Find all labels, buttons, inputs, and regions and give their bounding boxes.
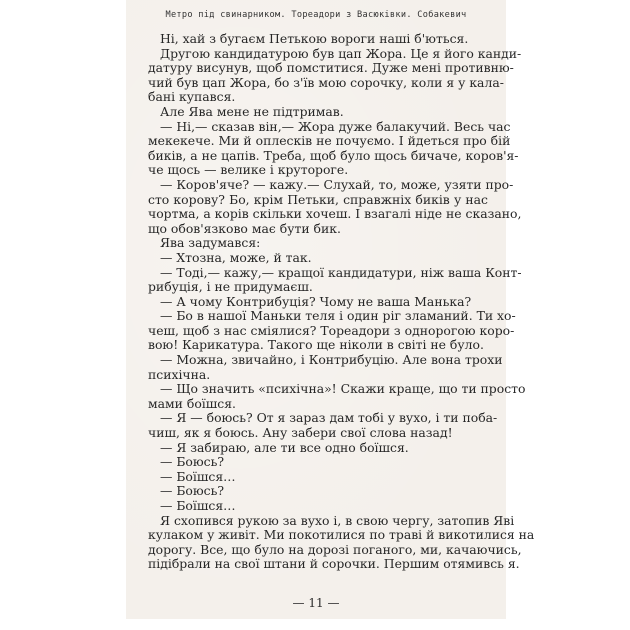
- page-number: — 11 —: [292, 596, 340, 610]
- text-line: — Боюсь?: [160, 483, 225, 499]
- text-line: датуру висунув, щоб помститися. Дуже мені противню-: [148, 60, 514, 76]
- text-line: що обов'язково має бути бик.: [148, 220, 341, 236]
- text-line: че щось — велике і крутороге.: [148, 162, 349, 178]
- text-line: — Я забираю, але ти все одно боїшся.: [160, 439, 409, 455]
- text-line: чортма, а корів скільки хочеш. І взагалі ніде не сказано,: [148, 206, 522, 222]
- text-line: — Боїшся…: [160, 498, 236, 513]
- text-line: — Ні,— сказав він,— Жора дуже балакучий. Весь час: [160, 118, 511, 134]
- text-line: бані купався.: [148, 89, 236, 105]
- text-line: Я схопився рукою за вухо і, в свою чергу, затопив Яві: [160, 512, 515, 528]
- text-line: Ні, хай з бугаєм Петькою вороги наші б'ються.: [160, 31, 469, 46]
- text-line: сто корову? Бо, крім Петьки, справжніх биків у нас: [148, 191, 488, 207]
- text-line: — Коров'яче? — кажу.— Слухай, то, може, узяти про-: [160, 176, 514, 192]
- running-header: Метро під свинарником. Тореадори з Васюківки. Собакевич: [165, 10, 467, 20]
- text-line: биків, а не цапів. Треба, щоб було щось бичаче, коров'я-: [148, 147, 519, 163]
- text-line: — Хтозна, може, й так.: [160, 249, 312, 265]
- text-line: — Боїшся…: [160, 468, 236, 484]
- text-line: — Тоді,— кажу,— кращої кандидатури, ніж ваша Конт-: [160, 264, 522, 280]
- text-line: Другою кандидатурою був цап Жора. Це я його канди-: [160, 45, 522, 61]
- text-line: — Боюсь?: [160, 454, 225, 470]
- body-text: [148, 31, 535, 572]
- text-line: чиш, як я боюсь. Ану забери свої слова назад!: [148, 425, 453, 441]
- text-line: мами боїшся.: [148, 395, 236, 411]
- text-line: чий був цап Жора, бо з'їв мою сорочку, коли я у кала-: [148, 74, 504, 90]
- text-line: рибуція, і не придумаєш.: [148, 279, 313, 295]
- text-line: психічна.: [148, 366, 211, 382]
- text-line: — Я — боюсь? От я зараз дам тобі у вухо, і ти поба-: [160, 410, 498, 426]
- text-line: кулаком у живіт. Ми покотилися по траві й викотилися на: [148, 527, 535, 543]
- text-line: дорогу. Все, що було на дорозі поганого, ми, качаючись,: [148, 541, 522, 557]
- text-line: мекекече. Ми й оплесків не почуємо. І йдеться про бій: [148, 133, 511, 149]
- text-line: — Можна, звичайно, і Контрибуцію. Але вона трохи: [160, 352, 503, 368]
- text-line: Ява задумався:: [160, 235, 261, 251]
- text-line: чеш, щоб з нас сміялися? Тореадори з однорогою коро-: [148, 322, 515, 338]
- text-line: — Бо в нашої Маньки теля і один ріг зламаний. Ти хо-: [160, 308, 516, 324]
- book-page: [126, 0, 535, 619]
- text-line: вою! Карикатура. Такого ще ніколи в світі не було.: [148, 337, 484, 353]
- text-line: — Що значить «психічна»! Скажи краще, що ти просто: [160, 381, 526, 397]
- text-line: Але Ява мене не підтримав.: [160, 103, 344, 119]
- text-line: підібрали на свої штани й сорочки. Першим отямивсь я.: [148, 556, 520, 572]
- text-line: — А чому Контрибуція? Чому не ваша Манька?: [160, 293, 472, 309]
